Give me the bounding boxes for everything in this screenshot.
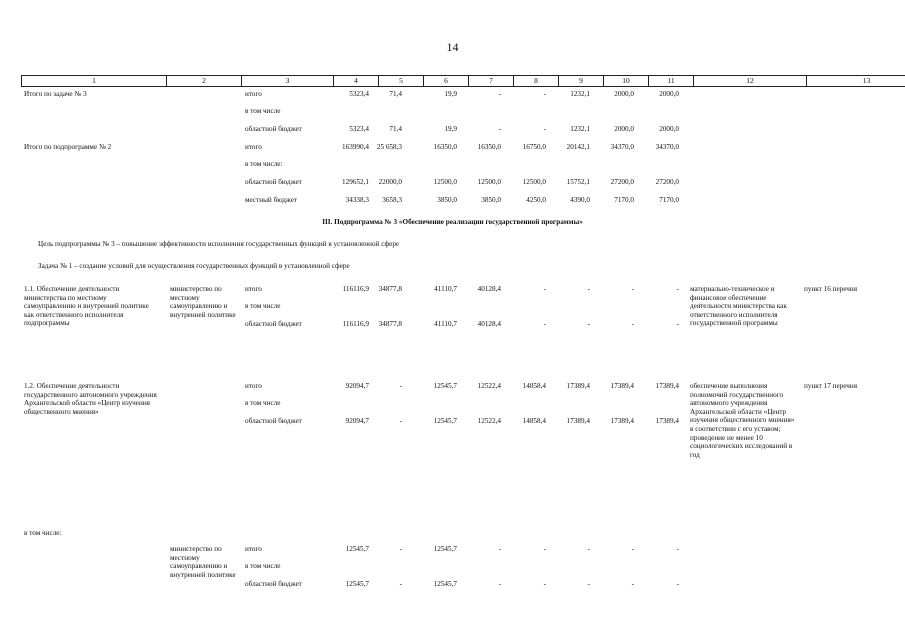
value-cell: 14858,4	[522, 382, 546, 390]
value-cell: 71,4	[389, 90, 402, 98]
value-cell: 116116,9	[342, 320, 369, 328]
value-cell: 12545,7	[433, 382, 457, 390]
value-cell: 41110,7	[434, 320, 457, 328]
value-cell: 12500,0	[477, 178, 501, 186]
value-cell: 17389,4	[610, 417, 634, 425]
value-cell: 17389,4	[655, 417, 679, 425]
value-cell: 25 658,3	[376, 143, 402, 151]
value-cell: 12545,7	[433, 417, 457, 425]
value-cell: 27200,0	[610, 178, 634, 186]
col-header: 9	[559, 76, 604, 87]
col-header: 7	[469, 76, 514, 87]
value-cell: -	[676, 545, 679, 553]
value-cell: 16350,0	[477, 143, 501, 151]
budget-type: областной бюджет	[245, 178, 302, 186]
value-cell: 12522,4	[477, 417, 501, 425]
executor: министерство по местному самоуправлению и внутренней политике	[170, 545, 236, 579]
value-cell: 17389,4	[566, 417, 590, 425]
value-cell: 7170,0	[614, 196, 634, 204]
measure-title: 1.1. Обеспечение деятельности министерства по местному самоуправлению и внутренней политике как ответственного исполнителя подпрограммы	[24, 285, 149, 328]
value-cell: 12545,7	[345, 580, 369, 588]
value-cell: 3850,0	[481, 196, 501, 204]
col-header: 12	[694, 76, 807, 87]
value-cell: 92094,7	[345, 417, 369, 425]
value-cell: 34877,8	[378, 320, 402, 328]
value-cell: -	[399, 382, 402, 390]
value-cell: 16350,0	[433, 143, 457, 151]
col-header: 1	[22, 76, 167, 87]
value-cell: 129652,1	[342, 178, 369, 186]
section-title: III. Подпрограмма № 3 «Обеспечение реализации государственной программы»	[322, 218, 583, 226]
value-cell: 5323,4	[349, 90, 369, 98]
value-cell: 5323,4	[349, 125, 369, 133]
row-title: Итого по задаче № 3	[24, 90, 87, 98]
col-header: 10	[604, 76, 649, 87]
value-cell: -	[498, 125, 501, 133]
budget-type: итого	[245, 143, 262, 151]
value-cell: -	[399, 417, 402, 425]
value-cell: 92094,7	[345, 382, 369, 390]
budget-type: областной бюджет	[245, 580, 302, 588]
value-cell: -	[631, 545, 634, 553]
value-cell: 2000,0	[614, 90, 634, 98]
value-cell: 163990,4	[342, 143, 369, 151]
value-cell: 19,9	[444, 125, 457, 133]
value-cell: 1232,1	[570, 125, 590, 133]
value-cell: 17389,4	[655, 382, 679, 390]
budget-type: итого	[245, 545, 262, 553]
value-cell: -	[587, 545, 590, 553]
column-header-row	[21, 75, 905, 87]
col-header: 6	[424, 76, 469, 87]
budget-type: итого	[245, 90, 262, 98]
value-cell: 27200,0	[655, 178, 679, 186]
page-number: 14	[446, 40, 459, 54]
value-cell: -	[587, 580, 590, 588]
value-cell: -	[543, 90, 546, 98]
value-cell: 1232,1	[570, 90, 590, 98]
value-cell: 40128,4	[477, 320, 501, 328]
value-cell: 15752,1	[566, 178, 590, 186]
executor: министерство по местному самоуправлению и внутренней политике	[170, 285, 236, 319]
budget-type: областной бюджет	[245, 320, 302, 328]
budget-type: итого	[245, 382, 262, 390]
value-cell: -	[399, 580, 402, 588]
value-cell: -	[631, 320, 634, 328]
col-header: 8	[514, 76, 559, 87]
value-cell: 71,4	[389, 125, 402, 133]
value-cell: 12545,7	[433, 580, 457, 588]
value-cell: 34338,3	[345, 196, 369, 204]
value-cell: 40128,4	[477, 285, 501, 293]
value-cell: -	[587, 320, 590, 328]
list-reference: пункт 16 перечня	[804, 285, 858, 293]
value-cell: 3850,0	[437, 196, 457, 204]
value-cell: -	[498, 545, 501, 553]
value-cell: 2000,0	[659, 90, 679, 98]
col-header: 3	[242, 76, 334, 87]
value-cell: 22000,0	[378, 178, 402, 186]
value-cell: 2000,0	[614, 125, 634, 133]
value-cell: 17389,4	[566, 382, 590, 390]
value-cell: 12545,7	[345, 545, 369, 553]
value-cell: 12500,0	[522, 178, 546, 186]
budget-type: местный бюджет	[245, 196, 298, 204]
budget-type: в том числе	[245, 562, 281, 570]
result-description: материально-техническое и финансовое обеспечение деятельности министерства как ответственного исполнителя государственной программы	[690, 285, 787, 328]
value-cell: 3658,3	[382, 196, 402, 204]
list-reference: пункт 17 перечня	[804, 382, 858, 390]
value-cell: 116116,9	[342, 285, 369, 293]
budget-type: в том числе:	[245, 160, 283, 168]
budget-type: в том числе	[245, 399, 281, 407]
budget-type: в том числе	[245, 107, 281, 115]
task-text: Задача № 1 – создание условий для осуществления государственных функций в установленной сфере	[38, 262, 350, 270]
budget-type: областной бюджет	[245, 417, 302, 425]
budget-type: областной бюджет	[245, 125, 302, 133]
value-cell: -	[543, 545, 546, 553]
value-cell: 17389,4	[610, 382, 634, 390]
value-cell: 34877,8	[378, 285, 402, 293]
value-cell: -	[631, 285, 634, 293]
value-cell: 12500,0	[433, 178, 457, 186]
value-cell: 16750,0	[522, 143, 546, 151]
value-cell: 12545,7	[433, 545, 457, 553]
budget-type: в том числе	[245, 302, 281, 310]
value-cell: -	[543, 320, 546, 328]
value-cell: -	[631, 580, 634, 588]
value-cell: 34370,0	[610, 143, 634, 151]
value-cell: 34370,0	[655, 143, 679, 151]
col-header: 2	[167, 76, 242, 87]
value-cell: -	[676, 580, 679, 588]
value-cell: -	[543, 125, 546, 133]
row-title: Итого по подпрограмме № 2	[24, 143, 112, 151]
value-cell: -	[676, 285, 679, 293]
measure-title: 1.2. Обеспечение деятельности государственного автономного учреждения Архангельской области «Центр изучения общественного мнения»	[24, 382, 157, 416]
value-cell: -	[543, 285, 546, 293]
value-cell: -	[587, 285, 590, 293]
value-cell: 12522,4	[477, 382, 501, 390]
col-header: 13	[807, 76, 905, 87]
incl-label: в том числе:	[24, 529, 62, 537]
value-cell: 19,9	[444, 90, 457, 98]
col-header: 5	[379, 76, 424, 87]
budget-type: итого	[245, 285, 262, 293]
value-cell: 4390,0	[570, 196, 590, 204]
value-cell: -	[399, 545, 402, 553]
value-cell: 4250,0	[526, 196, 546, 204]
value-cell: 2000,0	[659, 125, 679, 133]
value-cell: 7170,0	[659, 196, 679, 204]
value-cell: -	[676, 320, 679, 328]
value-cell: -	[543, 580, 546, 588]
result-description: обеспечение выполнения полномочий государственного автономного учреждения Архангельской области «Центр изучения общественного мнения» в соответствии с его уставом; проведение не менее 10 социологических исследований в год	[690, 382, 795, 459]
value-cell: -	[498, 580, 501, 588]
goal-text: Цель подпрограммы № 3 – повышение эффективности исполнения государственных функций в установленной сфере	[38, 240, 400, 248]
value-cell: 20142,1	[566, 143, 590, 151]
value-cell: 14858,4	[522, 417, 546, 425]
col-header: 11	[649, 76, 694, 87]
value-cell: -	[498, 90, 501, 98]
value-cell: 41110,7	[434, 285, 457, 293]
col-header: 4	[334, 76, 379, 87]
